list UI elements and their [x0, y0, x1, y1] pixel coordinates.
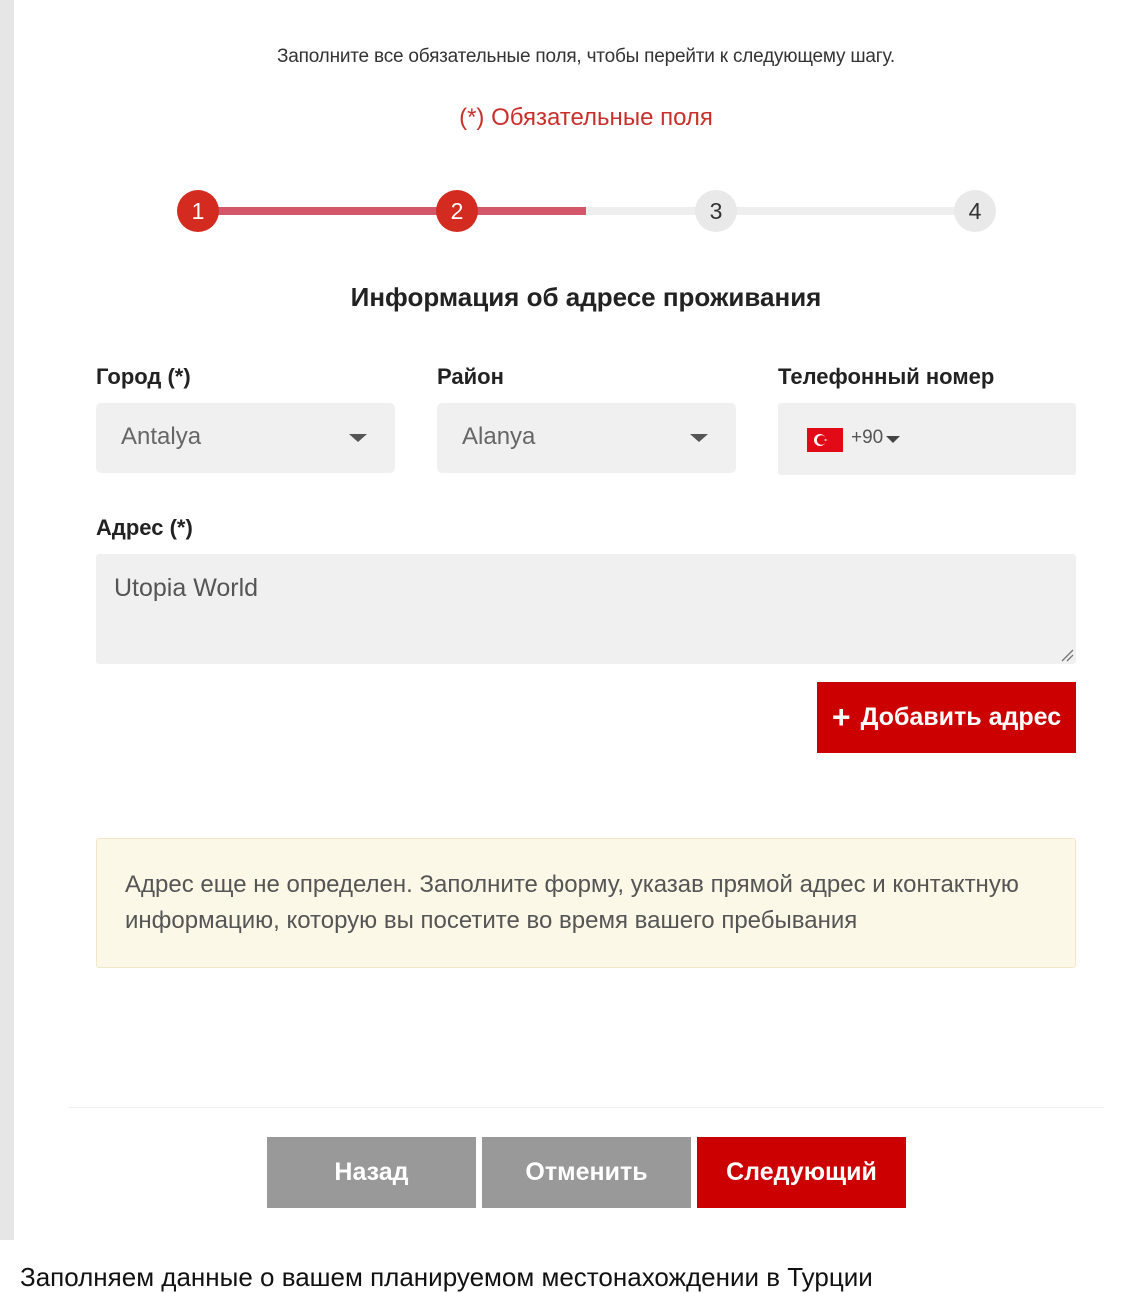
city-select[interactable]	[96, 403, 395, 473]
next-button[interactable]: Следующий	[697, 1137, 906, 1208]
address-textarea[interactable]	[96, 554, 1076, 664]
address-textarea-value: Utopia World	[114, 574, 259, 602]
progress-stepper	[177, 190, 997, 232]
chevron-down-icon	[349, 434, 367, 442]
section-title: Информация об адресе проживания	[350, 282, 822, 312]
address-label: Адрес (*)	[96, 515, 193, 540]
back-button[interactable]: Назад	[267, 1137, 476, 1208]
district-label: Район	[437, 364, 504, 389]
city-label: Город (*)	[96, 364, 191, 389]
footer-divider	[68, 1107, 1104, 1108]
screenshot-caption: Заполняем данные о вашем планируемом местонахождении в Турции	[20, 1262, 873, 1292]
plus-icon: +	[831, 699, 851, 735]
step-2: 2	[436, 190, 478, 232]
add-address-button[interactable]	[817, 682, 1076, 753]
required-fields-note: (*) Обязательные поля	[459, 104, 713, 131]
turkey-flag-icon[interactable]	[807, 428, 843, 452]
phone-label: Телефонный номер	[778, 364, 995, 389]
district-select[interactable]	[437, 403, 736, 473]
phone-input[interactable]	[778, 403, 1076, 475]
form-instruction: Заполните все обязательные поля, чтобы перейти к следующему шагу.	[277, 46, 895, 67]
city-select-value: Antalya	[121, 423, 202, 450]
step-1: 1	[177, 190, 219, 232]
step-4: 4	[954, 190, 996, 232]
stepper-progress-fill	[197, 207, 586, 215]
caret-down-icon[interactable]	[886, 436, 900, 443]
add-address-label: Добавить адрес	[860, 703, 1062, 731]
resize-grip-icon[interactable]	[1060, 648, 1074, 662]
chevron-down-icon	[690, 434, 708, 442]
dial-code[interactable]: +90	[851, 427, 884, 448]
cancel-button[interactable]: Отменить	[482, 1137, 691, 1208]
address-notice	[96, 838, 1076, 968]
step-3: 3	[695, 190, 737, 232]
district-select-value: Alanya	[462, 423, 536, 450]
notice-text: Адрес еще не определен. Заполните форму, указав прямой адрес и контактную информацию, которую вы посетите во время вашего пребывания	[125, 871, 1019, 934]
